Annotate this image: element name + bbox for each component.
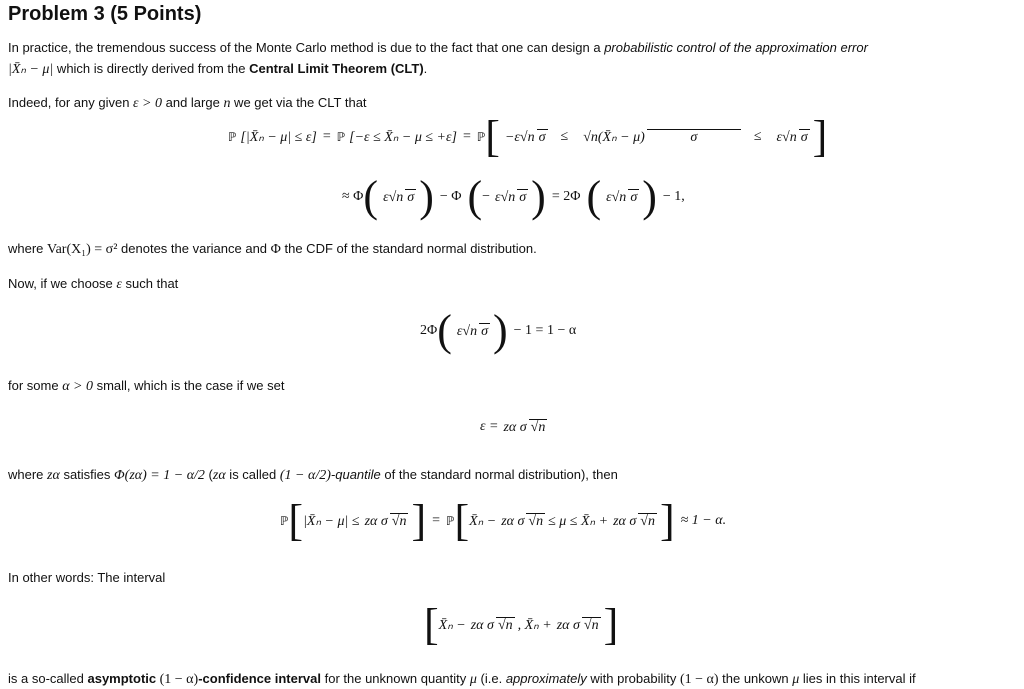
fraction	[499, 513, 545, 530]
denominator: √n	[583, 617, 599, 633]
text: small, which is the case if we set	[92, 378, 285, 393]
paragraph-asymptotic	[8, 671, 916, 688]
numerator: ε√n	[383, 189, 404, 205]
bracket-left: [	[424, 600, 439, 649]
fraction	[363, 513, 409, 530]
math: [−ε ≤ X̄ₙ − μ ≤ +ε]	[349, 129, 457, 145]
paren-left: (	[363, 172, 379, 221]
math: − Φ	[439, 189, 462, 204]
math: − 1 = 1 − α	[513, 323, 577, 338]
prob-symbol: ℙ	[280, 514, 289, 528]
text: (i.e.	[476, 671, 506, 686]
math-error: |X̄ₙ − μ|	[8, 62, 54, 77]
bracket-left: [	[485, 112, 500, 161]
equation-interval	[424, 600, 618, 650]
text: the CDF of the standard normal distribution.	[280, 241, 537, 256]
numerator: ε√n	[456, 323, 478, 339]
prob-symbol: ℙ	[476, 130, 486, 144]
text-bold: Central Limit Theorem (CLT)	[249, 61, 424, 76]
numerator: ε√n	[776, 129, 797, 145]
math: −	[482, 189, 491, 204]
paragraph-intro-line1	[8, 40, 868, 55]
denominator: σ	[630, 189, 638, 205]
numerator: ε√n	[606, 189, 627, 205]
text: is a so-called	[8, 671, 88, 686]
math: ε	[116, 277, 122, 292]
math: X̄ₙ −	[469, 513, 497, 529]
text: where	[8, 241, 48, 256]
text: with probability	[586, 671, 680, 686]
numerator: √n(X̄ₙ − μ)	[583, 129, 645, 145]
text-bold: -confidence interval	[198, 671, 321, 686]
math: =	[322, 129, 331, 144]
math: Φ	[270, 242, 281, 257]
denominator: σ	[538, 129, 546, 145]
bracket-right: ]	[812, 112, 828, 161]
denominator: σ	[800, 129, 808, 145]
equation-phi-approx	[342, 172, 685, 222]
math: zα	[47, 468, 60, 483]
fraction	[503, 129, 548, 146]
text: denotes the variance and	[117, 241, 271, 256]
denominator: √n	[528, 513, 544, 529]
bracket-right: ]	[659, 496, 675, 545]
math: ε =	[480, 419, 499, 434]
math: Var(X₁) = σ²	[47, 242, 118, 257]
math: − 1,	[662, 189, 685, 204]
fraction	[775, 129, 810, 146]
text: Indeed, for any given	[8, 95, 134, 110]
text: In practice, the tremendous success of the Monte Carlo method is due to the fact that one can design a	[8, 40, 605, 55]
bracket-right: ]	[603, 600, 619, 649]
math: ≤	[753, 129, 762, 144]
numerator: zα σ	[364, 513, 388, 529]
math: 2Φ	[420, 323, 438, 338]
math: =	[432, 513, 441, 528]
math: ε > 0	[133, 96, 162, 111]
prob-symbol: ℙ	[446, 514, 455, 528]
numerator: zα σ	[556, 617, 580, 633]
paragraph-alpha	[8, 378, 284, 395]
math: , X̄ₙ +	[517, 617, 552, 633]
numerator: zα σ	[613, 513, 637, 529]
math: n	[223, 96, 231, 111]
prob-symbol: ℙ	[228, 130, 237, 144]
text-italic: approximately	[505, 671, 587, 686]
denominator: σ	[519, 189, 527, 205]
equation-clt-probability	[228, 112, 827, 162]
fraction	[581, 129, 741, 146]
denominator: √n	[497, 617, 513, 633]
denominator: σ	[647, 129, 741, 146]
page-title: Problem 3 (5 Points)	[8, 3, 202, 25]
denominator: √n	[640, 513, 655, 529]
math: ≤	[560, 129, 569, 144]
paren-right: )	[419, 172, 434, 221]
math: μ	[792, 672, 800, 687]
numerator: zα σ	[470, 617, 494, 633]
text: and large	[162, 95, 224, 110]
fraction	[493, 189, 528, 206]
math: (1 − α/2)	[279, 468, 331, 483]
fraction	[469, 617, 515, 634]
prob-symbol: ℙ	[336, 130, 346, 144]
paren-left: (	[437, 306, 452, 355]
fraction	[611, 513, 657, 530]
text: (	[204, 467, 213, 482]
math: (1 − α)	[156, 672, 199, 687]
paren-right: )	[531, 172, 546, 221]
paragraph-indeed	[8, 95, 367, 112]
paragraph-interval	[8, 570, 165, 585]
text: .	[423, 61, 428, 76]
paragraph-choose-epsilon	[8, 276, 178, 293]
text: satisfies	[59, 467, 115, 482]
bracket-right: ]	[411, 496, 427, 545]
paren-left: (	[467, 172, 483, 221]
text: is called	[225, 467, 280, 482]
math: |X̄ₙ − μ| ≤	[303, 513, 360, 529]
text: the unkown	[718, 671, 793, 686]
equation-epsilon-def	[480, 402, 550, 452]
text: for the unknown quantity	[321, 671, 470, 686]
bracket-left: [	[288, 496, 304, 545]
math: [|X̄ₙ − μ| ≤ ε]	[240, 129, 317, 145]
paragraph-quantile	[8, 467, 618, 484]
math: =	[462, 129, 471, 144]
text: for some	[8, 378, 63, 393]
paren-right: )	[642, 172, 657, 221]
bracket-left: [	[454, 496, 470, 545]
math: μ	[469, 672, 477, 687]
numerator: ε√n	[495, 189, 516, 205]
numerator: −ε√n	[504, 129, 535, 145]
fraction	[381, 189, 416, 206]
text-italic: probabilistic control of the approximation error	[604, 40, 868, 55]
fraction	[604, 189, 639, 206]
text: which is directly derived from the	[53, 61, 250, 76]
math: Φ(zα) = 1 − α/2	[114, 468, 205, 483]
math: ≤ μ ≤ X̄ₙ +	[548, 513, 609, 529]
text: we get via the CLT that	[230, 95, 367, 110]
math: zα	[212, 468, 226, 483]
fraction	[501, 419, 547, 436]
text: Now, if we choose	[8, 276, 117, 291]
denominator: √n	[530, 419, 546, 435]
text-italic: -quantile	[330, 467, 381, 482]
equation-confidence-probability	[280, 496, 726, 546]
math: ≈ Φ	[342, 189, 364, 204]
numerator: zα σ	[503, 419, 527, 435]
paragraph-intro-line2	[8, 61, 427, 78]
math: ≈ 1 − α.	[680, 513, 727, 528]
math: (1 − α)	[679, 672, 719, 687]
text: of the standard normal distribution), then	[380, 467, 618, 482]
equation-epsilon-condition	[420, 306, 576, 356]
denominator: √n	[391, 513, 407, 529]
text: where	[8, 467, 48, 482]
paren-left: (	[586, 172, 602, 221]
fraction	[555, 617, 601, 634]
paren-right: )	[493, 306, 508, 355]
math: = 2Φ	[551, 189, 581, 204]
math: α > 0	[62, 379, 93, 394]
math: X̄ₙ −	[438, 617, 466, 633]
text: lies in this interval if	[799, 671, 916, 686]
fraction	[455, 323, 490, 340]
denominator: σ	[407, 189, 415, 205]
text: In other words: The interval	[8, 570, 166, 585]
text-bold: asymptotic	[87, 671, 157, 686]
paragraph-variance	[8, 241, 537, 258]
text: such that	[121, 276, 179, 291]
numerator: zα σ	[501, 513, 525, 529]
denominator: σ	[481, 323, 488, 339]
